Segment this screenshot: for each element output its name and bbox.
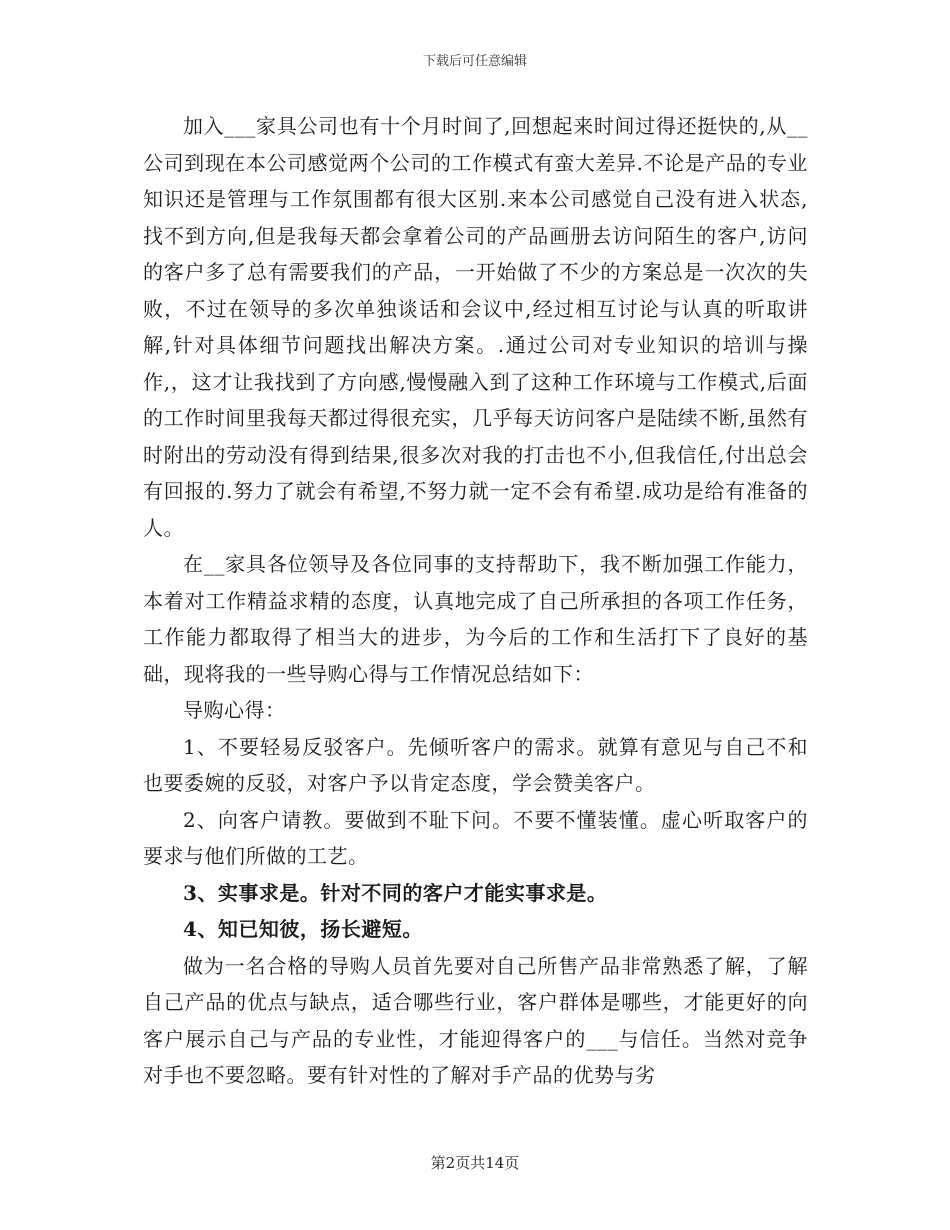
paragraph-summary: 在__家具各位领导及各位同事的支持帮助下，我不断加强工作能力，本着对工作精益求精的态度，认真地完成了自己所承担的各项工作任务，工作能力都取得了相当大的进步，为今后的工作和生活打下了良好的基础，现将我的一些导购心得与工作情况总结如下： <box>143 552 808 686</box>
paragraph-tip-2: 2、向客户请教。要做到不耻下问。不要不懂装懂。虚心听取客户的要求与他们所做的工艺。 <box>143 807 808 868</box>
paragraph-heading-tips: 导购心得： <box>183 698 286 722</box>
paragraph-tip-4: 4、知已知彼，扬长避短。 <box>183 917 423 941</box>
paragraph-intro: 加入___家具公司也有十个月时间了,回想起来时间过得还挺快的,从__公司到现在本公司感觉两个公司的工作模式有蛮大差异.不论是产品的专业知识还是管理与工作氛围都有很大区别.来本公司感觉自己没有进入状态,找不到方向,但是我每天都会拿着公司的产品画册去访问陌生的客户,访问的客户多了总有需要我们的产品，一开始做了不少的方案总是一次次的失败，不过在领导的多次单独谈话和会议中,经过相互讨论与认真的听取讲解,针对具体细节问题找出解决方案。.通过公司对专业知识的培训与操作,，这才让我找到了方向感,慢慢融入到了这种工作环境与工作模式,后面的工作时间里我每天都过得很充实，几乎每天访问客户是陆续不断,虽然有时附出的劳动没有得到结果,很多次对我的打击也不小,但我信任,付出总会有回报的.努力了就会有希望,不努力就一定不会有希望.成功是给有准备的人。 <box>143 114 808 540</box>
document-body <box>143 108 808 1094</box>
paragraph-tip-3: 3、实事求是。针对不同的客户才能实事求是。 <box>183 880 608 905</box>
paragraph-product-knowledge: 做为一名合格的导购人员首先要对自己所售产品非常熟悉了解，了解自己产品的优点与缺点，适合哪些行业，客户群体是哪些，才能更好的向客户展示自己与产品的专业性，才能迎得客户的___与信任。当然对竞争对手也不要忽略。要有针对性的了解对手产品的优势与劣 <box>143 953 808 1087</box>
paragraph-tip-1: 1、不要轻易反驳客户。先倾听客户的需求。就算有意见与自己不和也要委婉的反驳，对客户予以肯定态度，学会赞美客户。 <box>143 734 808 795</box>
page-number: 第2页共14页 <box>430 1154 520 1172</box>
page-header: 下载后可任意编辑 <box>422 54 527 69</box>
